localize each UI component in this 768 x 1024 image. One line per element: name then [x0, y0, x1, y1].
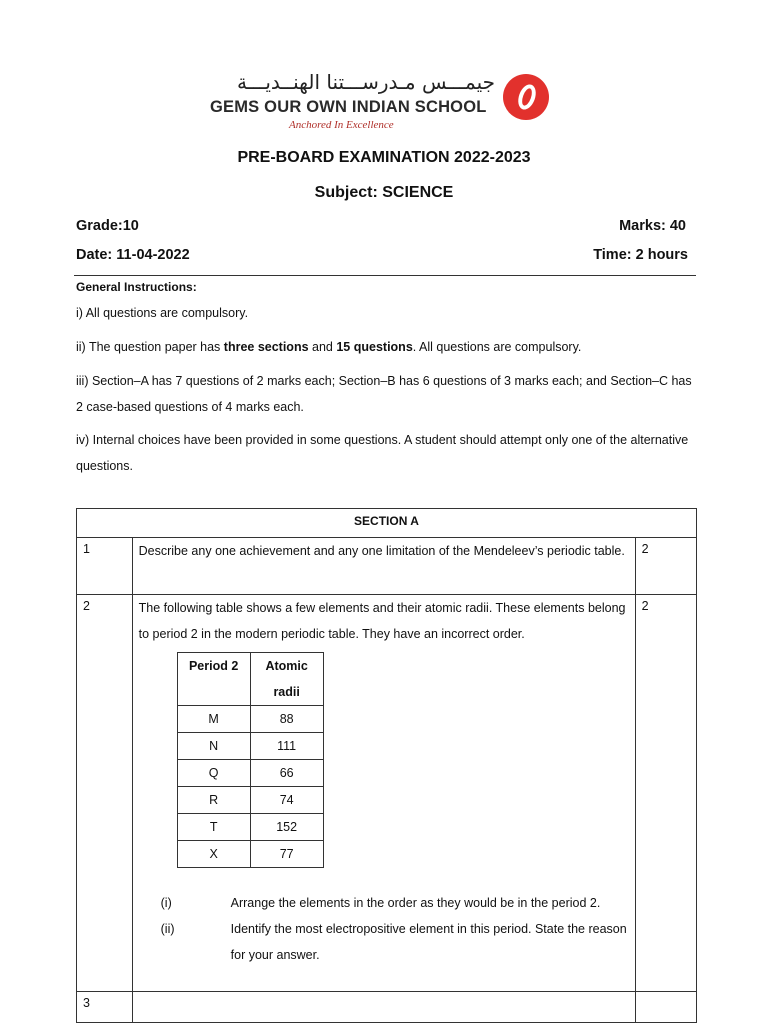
question-marks: 2 [635, 538, 696, 595]
instructions-heading: General Instructions: [76, 280, 197, 294]
header-divider [74, 275, 696, 276]
section-a-table [76, 508, 697, 1023]
time-label: Time: 2 hours [593, 247, 688, 263]
marks-label: Marks: 40 [619, 218, 686, 234]
element-cell: X [177, 841, 250, 868]
column-header-period: Period 2 [177, 653, 250, 706]
question-row [77, 538, 697, 595]
grade-label: Grade:10 [76, 218, 139, 234]
subquestions [139, 890, 629, 968]
subquestion-number: (ii) [160, 922, 175, 936]
element-cell: M [177, 706, 250, 733]
table-row [177, 733, 323, 760]
instruction-2 [76, 334, 701, 360]
question-number: 2 [77, 595, 133, 992]
table-row [177, 760, 323, 787]
subquestion-number: (i) [160, 896, 172, 910]
question-number: 3 [77, 992, 133, 1023]
school-name-arabic: جيمـــس مـدرســـتنا الهنــديـــة [237, 70, 495, 94]
subquestion-item [139, 890, 629, 916]
radius-cell: 88 [250, 706, 323, 733]
instruction-2-text: and [308, 340, 337, 354]
question-text: Describe any one achievement and any one limitation of the Mendeleev’s periodic table. [132, 538, 635, 595]
table-row [177, 814, 323, 841]
question-row [77, 595, 697, 992]
gems-logo-icon [502, 73, 550, 121]
radius-cell: 74 [250, 787, 323, 814]
radius-cell: 66 [250, 760, 323, 787]
school-logo [205, 70, 555, 136]
instruction-4: iv) Internal choices have been provided in some questions. A student should attempt only one of the alternative questions. [76, 433, 689, 473]
subquestion-text: Arrange the elements in the order as they would be in the period 2. [230, 896, 601, 910]
radius-cell: 111 [250, 733, 323, 760]
subquestion-item [139, 916, 629, 968]
instruction-2-text: ii) The question paper has [76, 340, 224, 354]
question-text [132, 992, 635, 1023]
question-text: The following table shows a few elements and their atomic radii. These elements belong to period 2 in the modern periodic table. They have an incorrect order. [138, 601, 626, 641]
instruction-3: iii) Section–A has 7 questions of 2 marks each; Section–B has 6 questions of 3 marks each; and Section–C has 2 case-based questions of 4 marks each. [76, 374, 692, 414]
instruction-2-bold-sections: three sections [223, 340, 309, 354]
element-cell: R [177, 787, 250, 814]
column-header-radii: Atomic radii [250, 653, 323, 706]
atomic-radii-table [177, 652, 324, 868]
table-row [177, 841, 323, 868]
element-cell: Q [177, 760, 250, 787]
instruction-2-text: . All questions are compulsory. [412, 340, 582, 354]
table-row [177, 787, 323, 814]
question-row [77, 992, 697, 1023]
exam-subject: Subject: SCIENCE [314, 184, 454, 201]
school-tagline: Anchored In Excellence [289, 119, 394, 131]
school-name: GEMS OUR OWN INDIAN SCHOOL [210, 98, 487, 116]
instruction-1: i) All questions are compulsory. [76, 306, 249, 320]
subquestion-text: Identify the most electropositive element in this period. State the reason for your answer. [230, 922, 627, 962]
element-cell: T [177, 814, 250, 841]
question-marks [635, 992, 696, 1023]
question-body [132, 595, 635, 992]
date-label: Date: 11-04-2022 [76, 247, 190, 263]
radius-cell: 152 [250, 814, 323, 841]
element-cell: N [177, 733, 250, 760]
section-heading: SECTION A [77, 509, 697, 538]
exam-title: PRE-BOARD EXAMINATION 2022-2023 [237, 149, 531, 166]
question-marks: 2 [635, 595, 696, 992]
radius-cell: 77 [250, 841, 323, 868]
question-number: 1 [77, 538, 133, 595]
table-row [177, 706, 323, 733]
instruction-2-bold-questions: 15 questions [336, 340, 413, 354]
